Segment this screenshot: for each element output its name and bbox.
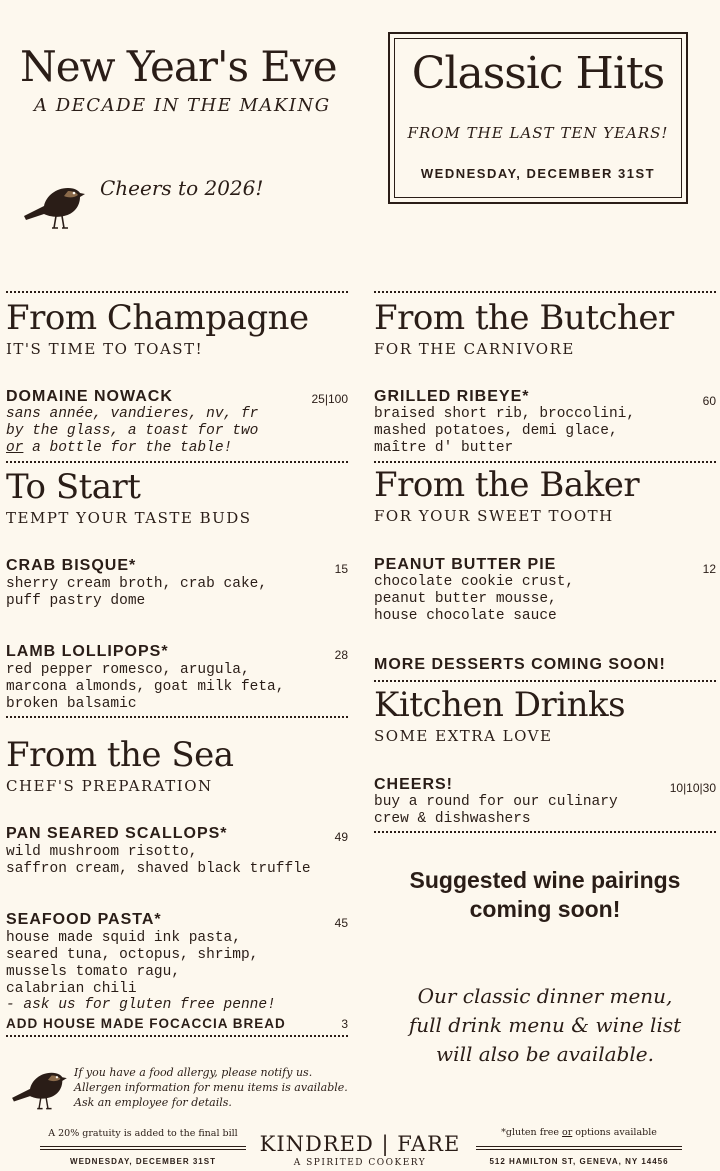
item-price: 25|100: [311, 392, 348, 406]
item-description: sans année, vandieres, nv, fr by the glass, a toast for two: [6, 406, 259, 439]
item-name: CRAB BISQUE*: [6, 557, 137, 574]
section-title-start: To Start: [6, 467, 141, 507]
item-note: - ask us for gluten free penne!: [6, 997, 276, 1013]
box-title: Classic Hits: [411, 48, 665, 99]
footer-rule: [40, 1146, 246, 1147]
item-price: 60: [702, 394, 716, 408]
item-price: 10|10|30: [669, 781, 716, 795]
item-description: braised short rib, broccolini, mashed potatoes, demi glace, maître d' butter: [374, 406, 636, 456]
footer-rule: [476, 1146, 682, 1147]
cheers-text: Cheers to 2026!: [100, 176, 264, 200]
section-subtitle-drinks: SOME EXTRA LOVE: [374, 727, 553, 745]
item-name: CHEERS!: [374, 776, 454, 793]
divider: [374, 461, 716, 463]
item-description: red pepper romesco, arugula, marcona almonds, goat milk feta, broken balsamic: [6, 662, 285, 712]
item-note-rest: a bottle for the table!: [23, 440, 233, 456]
gluten-note-prefix: *gluten free: [501, 1127, 563, 1138]
box-subtitle: FROM THE LAST TEN YEARS!: [407, 124, 669, 142]
allergy-note: If you have a food allergy, please notify us. Allergen information for menu items is available. Ask an employee for details.: [74, 1066, 348, 1109]
footer-rule: [40, 1149, 246, 1150]
item-price: 15: [334, 562, 348, 576]
gratuity-note: A 20% gratuity is added to the final bill: [48, 1128, 238, 1139]
section-title-baker: From the Baker: [374, 465, 640, 505]
item-description: house made squid ink pasta, seared tuna, octopus, shrimp, mussels tomato ragu, calabrian chili: [6, 930, 259, 997]
gluten-note-or: or: [562, 1127, 573, 1138]
item-name: GRILLED RIBEYE*: [374, 388, 530, 405]
item-price: 12: [702, 562, 716, 576]
section-subtitle-start: TEMPT YOUR TASTE BUDS: [6, 509, 252, 527]
item-name: SEAFOOD PASTA*: [6, 911, 162, 928]
section-title-drinks: Kitchen Drinks: [374, 685, 626, 725]
classic-hits-box: [388, 32, 688, 204]
divider: [6, 291, 348, 293]
section-subtitle-champagne: IT'S TIME TO TOAST!: [6, 340, 204, 358]
footer-rule: [476, 1149, 682, 1150]
divider: [6, 1035, 348, 1037]
item-price: 3: [341, 1017, 348, 1031]
section-title-butcher: From the Butcher: [374, 298, 674, 338]
menu-subtitle: A DECADE IN THE MAKING: [34, 95, 331, 116]
item-price: 28: [334, 648, 348, 662]
bird-icon: [22, 176, 86, 234]
item-description: wild mushroom risotto, saffron cream, shaved black truffle: [6, 844, 311, 877]
footer-address: 512 HAMILTON ST, GENEVA, NY 14456: [489, 1157, 669, 1166]
item-name: ADD HOUSE MADE FOCACCIA BREAD: [6, 1016, 286, 1031]
box-date: WEDNESDAY, DECEMBER 31ST: [420, 166, 656, 181]
gluten-note: [476, 1127, 682, 1138]
divider: [374, 291, 716, 293]
item-description: buy a round for our culinary crew & dishwashers: [374, 794, 618, 827]
item-note-or: or: [6, 440, 24, 456]
item-name: LAMB LOLLIPOPS*: [6, 643, 169, 660]
item-name: PEANUT BUTTER PIE: [374, 556, 557, 573]
footer-date: WEDNESDAY, DECEMBER 31ST: [70, 1157, 216, 1166]
section-title-champagne: From Champagne: [6, 298, 309, 338]
bird-icon: [10, 1062, 68, 1114]
brand-logo: KINDRED | FARE: [259, 1132, 461, 1156]
item-description: sherry cream broth, crab cake, puff pastry dome: [6, 576, 268, 609]
section-subtitle-baker: FOR YOUR SWEET TOOTH: [374, 507, 614, 525]
section-title-sea: From the Sea: [6, 735, 234, 775]
section-subtitle-sea: CHEF'S PREPARATION: [6, 777, 213, 795]
divider: [374, 831, 716, 833]
wine-pairings-note: Suggested wine pairings coming soon!: [409, 867, 681, 922]
classic-menu-note: Our classic dinner menu, full drink menu & wine list will also be available.: [408, 984, 682, 1066]
more-desserts-text: MORE DESSERTS COMING SOON!: [374, 656, 666, 673]
divider: [6, 716, 348, 718]
menu-title: New Year's Eve: [20, 42, 337, 91]
item-description: chocolate cookie crust, peanut butter mousse, house chocolate sauce: [374, 574, 575, 624]
item-price: 45: [334, 916, 348, 930]
gluten-note-rest: options available: [572, 1127, 657, 1138]
divider: [374, 680, 716, 682]
item-price: 49: [334, 830, 348, 844]
brand-tagline: A SPIRITED COOKERY: [293, 1158, 427, 1168]
item-note: [6, 440, 232, 457]
item-name: PAN SEARED SCALLOPS*: [6, 825, 228, 842]
divider: [6, 461, 348, 463]
item-name: DOMAINE NOWACK: [6, 388, 173, 405]
section-subtitle-butcher: FOR THE CARNIVORE: [374, 340, 575, 358]
